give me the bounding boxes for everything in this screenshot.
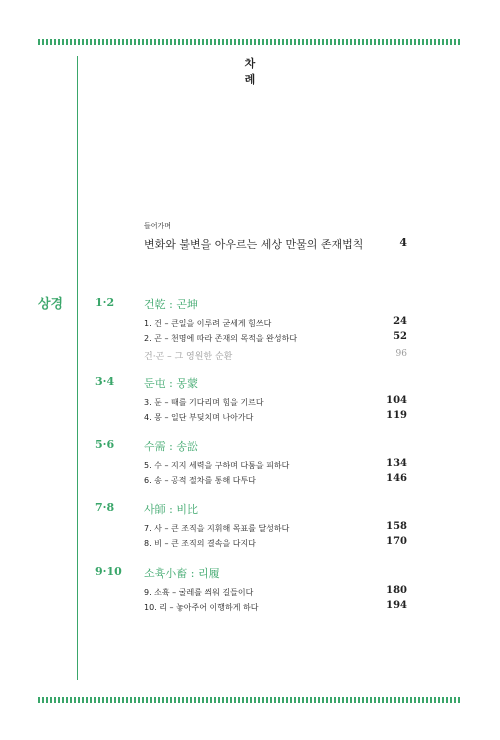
toc-page-number: 119 [386,410,407,421]
title-char-1: 차 [244,57,256,70]
toc-page-number: 134 [386,458,407,469]
toc-page-number: 104 [386,395,407,406]
margin-rule [77,56,78,680]
intro-entry: 변화와 불변을 아우르는 세상 만물의 존재법칙 [144,238,364,251]
toc-entry: 10. 리 – 놓아주어 이행하게 하다 [144,603,259,612]
intro-page-number: 4 [399,236,407,249]
part-heading: 상경 [38,297,64,312]
toc-entry: 2. 곤 – 천명에 따라 존재의 목적을 완성하다 [144,334,298,343]
toc-entry: 9. 소휵 – 굴레를 씌워 길들이다 [144,588,254,597]
top-decorative-stripe [38,39,462,45]
chapter-number: 3·4 [95,375,115,388]
chapter-heading: 수需 : 송訟 [144,440,198,453]
title-char-2: 례 [244,73,256,86]
page-title [0,56,500,88]
toc-entry: 6. 송 – 공적 절차를 통해 다투다 [144,476,256,485]
intro-label: 들어가며 [144,222,172,230]
toc-page-number: 96 [395,349,407,359]
toc-page-number: 180 [386,585,407,596]
chapter-heading: 사師 : 비比 [144,503,198,516]
toc-entry: 3. 둔 – 때를 기다리며 힘을 기르다 [144,398,264,407]
toc-entry: 1. 건 – 큰일을 이루려 굳세게 힘쓰다 [144,319,272,328]
chapter-number: 9·10 [95,565,122,578]
chapter-heading: 둔屯 : 몽蒙 [144,377,198,390]
chapter-number: 5·6 [95,438,115,451]
chapter-number: 7·8 [95,501,115,514]
toc-entry: 5. 수 – 지지 세력을 구하며 다툼을 피하다 [144,461,290,470]
toc-page-number: 158 [386,521,407,532]
toc-entry: 8. 비 – 큰 조직의 결속을 다지다 [144,539,256,548]
chapter-heading: 소휵小畜 : 리履 [144,567,220,580]
toc-page-number: 52 [393,331,407,342]
toc-entry: 4. 몽 – 일단 부딪치며 나아가다 [144,413,254,422]
toc-entry: 7. 사 – 큰 조직을 지휘해 목표를 달성하다 [144,524,290,533]
toc-page-number: 24 [393,316,407,327]
bottom-decorative-stripe [38,697,462,703]
toc-page-number: 194 [386,600,407,611]
chapter-heading: 건乾 : 곤坤 [144,298,198,311]
toc-entry-summary: 건·곤 – 그 영원한 순환 [144,352,233,362]
chapter-number: 1·2 [95,296,115,309]
toc-page-number: 170 [386,536,407,547]
toc-page-number: 146 [386,473,407,484]
